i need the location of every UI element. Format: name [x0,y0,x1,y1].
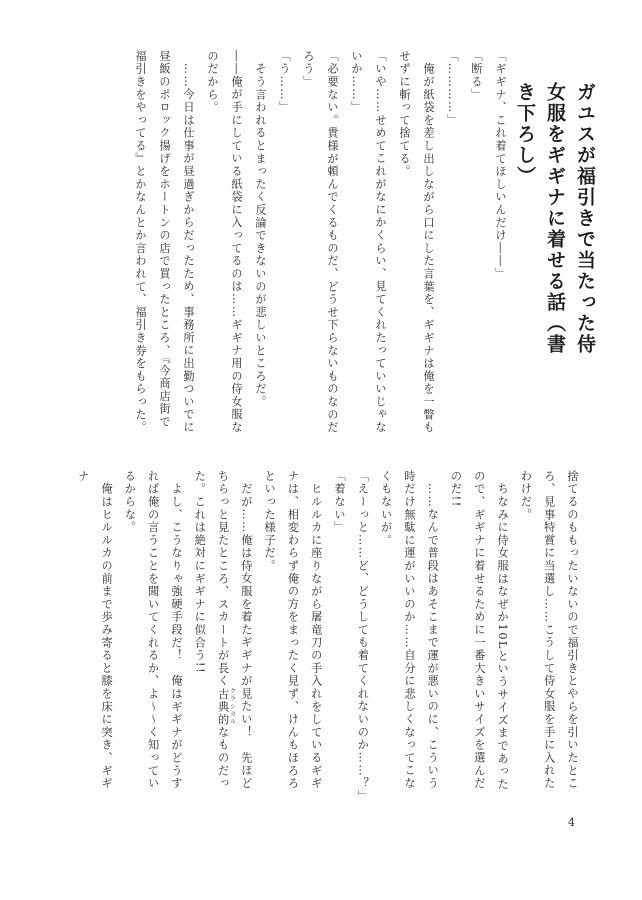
paragraph-part: なものだった。これは絶対にギギナに似合う!! [193,470,230,791]
paragraph: 「いや……せめてこれがなにかくらい、見てくれたっていいじゃないか……」 [350,50,387,434]
paragraph: 「必要ない。貴様が頼んでくるものだ、どうせ下らないものなのだろう」 [302,50,339,434]
upper-text-block [92,50,512,440]
paragraph: そう言われるとまったく反論できないのが悲しいところだ。 [254,50,267,409]
paragraph: 「着ない」 [333,470,347,534]
paragraph: 「断る」 [470,50,483,102]
paragraph-part: だが……俺は侍女服を着たギギナが見たい！ 先ほどちらっと見たところ、スカートが長く [216,470,253,790]
ruby-annotation [216,687,236,727]
page-number: 4 [568,816,575,829]
paragraph: 俺はヒルルカの前まで歩み寄ると膝を床に突き、ギギナ [76,470,114,790]
paragraph: 「ギギナ、これ着てほしいんだけ――」 [494,50,507,281]
ruby-reading: クラシカル [228,687,236,726]
lower-text-block [76,470,584,803]
paragraph: 俺が紙袋を差し出しながら口にした言葉を、ギギナは俺を一瞥もせずに斬って捨てる。 [398,50,435,434]
paragraph: ……今日は仕事が昼過ぎからだったため、事務所に出勤ついでに昼飯のポロック揚げをホートンの店で買ったところ、『今商店街で福引きをやってる』とかなんとか言われて、福引き券をもらった。 [134,50,195,434]
paragraph [188,470,258,800]
ruby-base: 古典的 [216,687,230,727]
paragraph: ヒルルカに座りながら屠竜刀の手入れをしているギギナは、相変わらず俺の方をまったく見ず、けんもほろろといった様子だ。 [263,470,323,790]
story-title: ガユスが福引きで当たった侍女服をギギナに着せる話（書き下ろし） [514,82,596,355]
paragraph: 「えーっと……ど、どうしても着てくれないのか……？」 [356,470,370,803]
paragraph: 「う……」 [278,50,291,114]
paragraph: 捨てるのももったいないので福引きとやらを引いたところ、見事特賞に当選し……こうして侍女服を手に入れたわけだ。 [519,470,579,790]
paragraph: ――俺が手にしている紙袋に入ってるのは……ギギナ用の侍女服なのだから。 [206,50,243,434]
paragraph: ……なんで普段はあそこまで運が悪いのに、こういう時だけ無駄に運がいいのか……自分に悲しくなってこなくもないが。 [379,470,440,790]
paragraph: ちなみに侍女服はなぜか10Lというサイズまであったので、ギギナに着せるために一番大きいサイズを選んだのだ!! [449,470,510,791]
paragraph: 「…………」 [446,50,459,127]
paragraph: よし、こうなりゃ強硬手段だ！ 俺はギギナがどうすれば俺の言うことを聞いてくれるか、よ〜〜く知っているからな。 [123,470,183,790]
